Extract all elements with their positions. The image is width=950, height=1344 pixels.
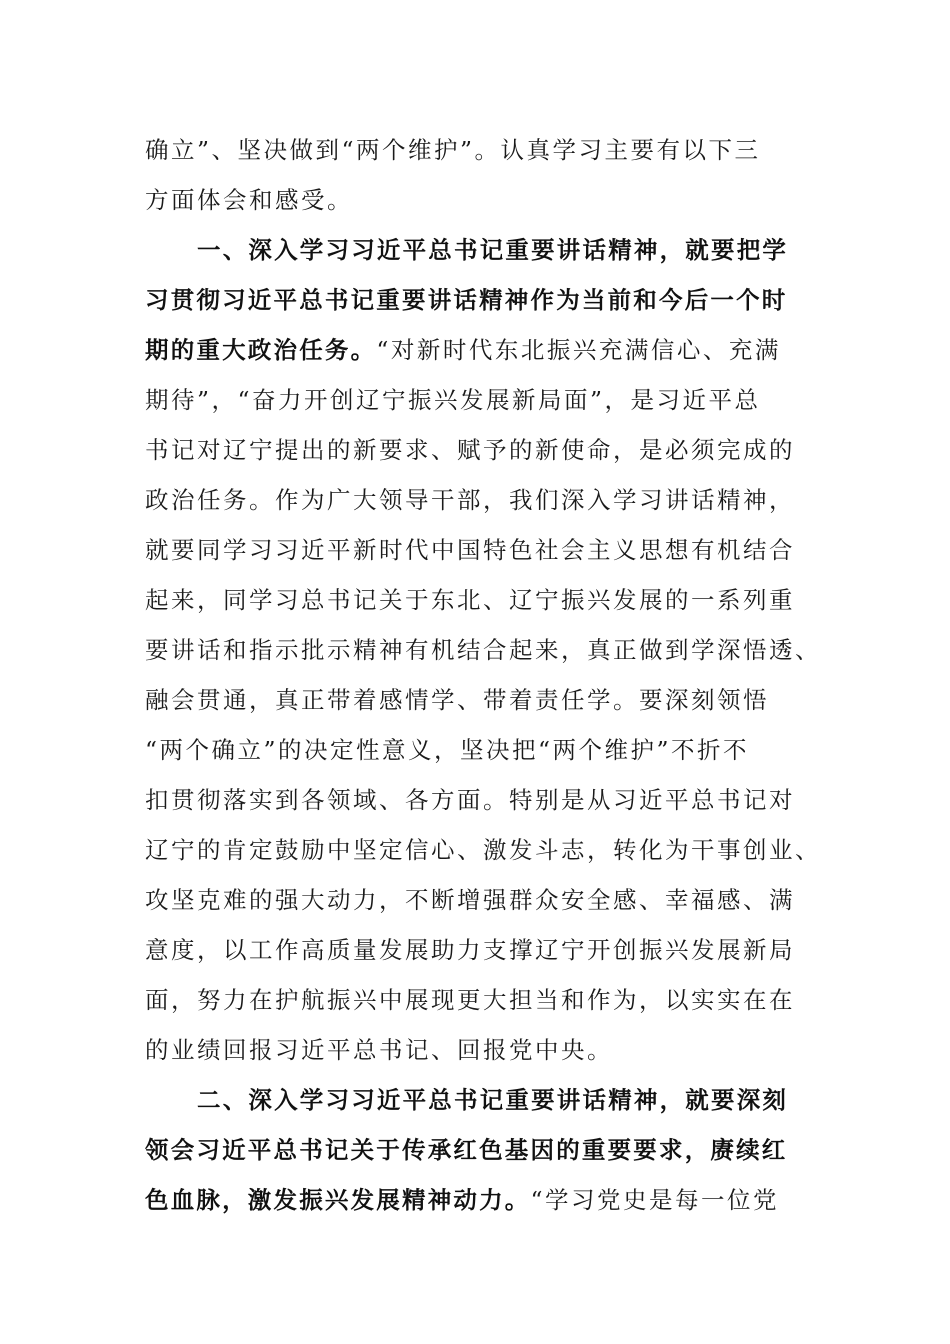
section-one-body-line: 起来，同学习总书记关于东北、辽宁振兴发展的一系列重	[145, 586, 795, 614]
section-one-body-line: 攻坚克难的强大动力，不断增强群众安全感、幸福感、满	[145, 886, 795, 914]
section-one-body-line: 扣贯彻落实到各领域、各方面。特别是从习近平总书记对	[145, 786, 795, 814]
section-one-body-line: 的业绩回报习近平总书记、回报党中央。	[145, 1036, 613, 1064]
section-one-body-line: 书记对辽宁提出的新要求、赋予的新使命，是必须完成的	[145, 436, 795, 464]
section-one-heading-line-1: 一、深入学习习近平总书记重要讲话精神，就要把学	[197, 236, 789, 264]
section-two-line-3	[145, 1175, 805, 1225]
intro-line-1: 确立”、坚决做到“两个维护”。认真学习主要有以下三	[145, 136, 761, 164]
section-one-body-line: 期待”，“奋力开创辽宁振兴发展新局面”，是习近平总	[145, 386, 761, 414]
section-one-heading-line-3: 期的重大政治任务。	[145, 336, 377, 364]
section-one-body-line: 要讲话和指示批示精神有机结合起来，真正做到学深悟透、	[145, 636, 821, 664]
section-one-body-line: 意度，以工作高质量发展助力支撑辽宁开创振兴发展新局	[145, 936, 795, 964]
document-body	[145, 125, 821, 1225]
section-one-body-line: 就要同学习习近平新时代中国特色社会主义思想有机结合	[145, 536, 795, 564]
section-one-line-3-text: “对新时代东北振兴充满信心、充满	[376, 336, 781, 364]
section-one-body-line: “两个确立”的决定性意义，坚决把“两个维护”不折不	[145, 736, 750, 764]
section-one-heading-line-2: 习贯彻习近平总书记重要讲话精神作为当前和今后一个时	[145, 286, 788, 314]
section-two-line-3-text: “学习党史是每一位党	[530, 1186, 780, 1214]
section-one-body-line: 政治任务。作为广大领导干部，我们深入学习讲话精神，	[145, 486, 795, 514]
section-two-heading-line-3: 色血脉，激发振兴发展精神动力。	[145, 1186, 531, 1214]
section-two-heading-line-2: 领会习近平总书记关于传承红色基因的重要要求，赓续红	[145, 1136, 788, 1164]
section-one-body-line: 面，努力在护航振兴中展现更大担当和作为，以实实在在	[145, 986, 795, 1014]
section-one-line-3	[145, 325, 805, 375]
intro-line-2: 方面体会和感受。	[145, 186, 353, 214]
section-one-body-line: 辽宁的肯定鼓励中坚定信心、激发斗志，转化为干事创业、	[145, 836, 821, 864]
section-one-body-line: 融会贯通，真正带着感情学、带着责任学。要深刻领悟	[145, 686, 769, 714]
section-two-heading-line-1: 二、深入学习习近平总书记重要讲话精神，就要深刻	[197, 1086, 789, 1114]
